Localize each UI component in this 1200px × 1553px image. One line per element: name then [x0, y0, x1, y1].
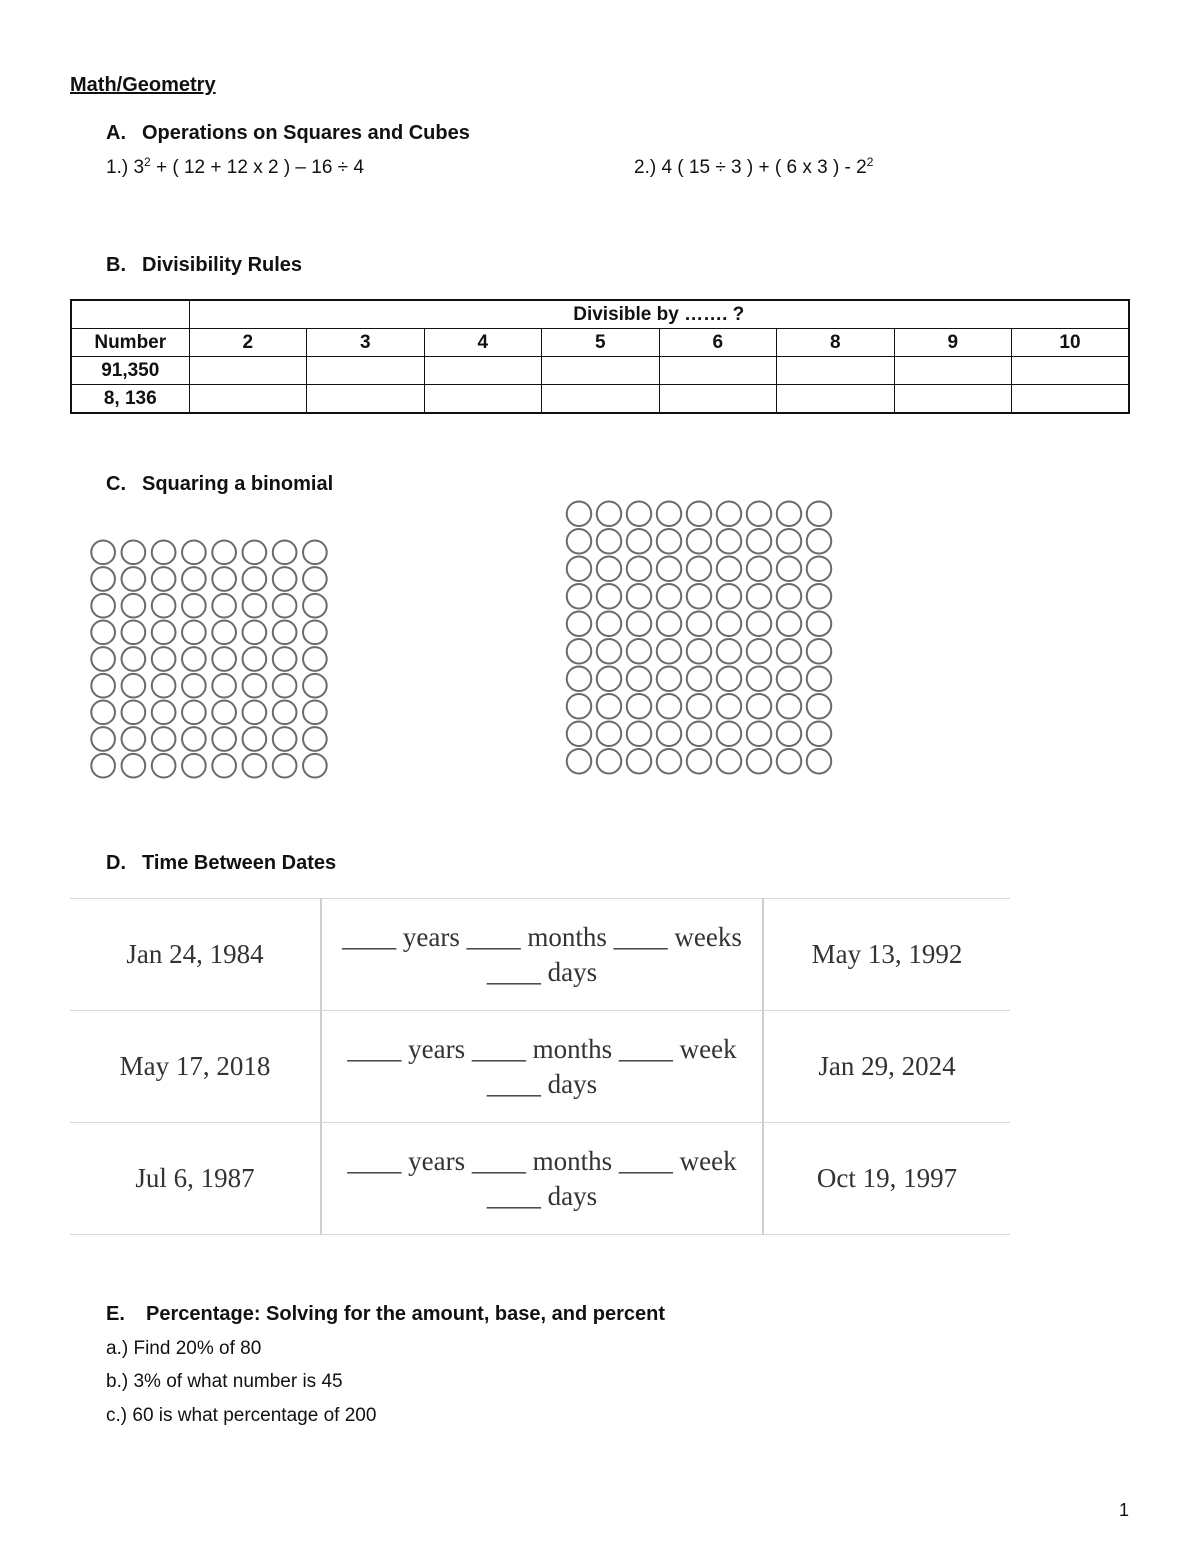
grid-circle [717, 639, 742, 664]
grid-circle [212, 567, 236, 591]
grid-circle [627, 694, 652, 719]
grid-circle [627, 612, 652, 637]
section-b-heading [106, 254, 302, 277]
number-header: Number [71, 329, 189, 357]
grid-circle [567, 502, 592, 527]
problem-1-expression: + ( 12 + 12 x 2 ) – 16 ÷ 4 [150, 157, 364, 178]
grid-circle [807, 502, 832, 527]
grid-circle [717, 749, 742, 774]
grid-circle [243, 567, 267, 591]
grid-circle [597, 749, 622, 774]
answer-cell[interactable] [542, 385, 660, 414]
answer-cell[interactable] [659, 357, 777, 385]
grid-circle [687, 667, 712, 692]
grid-circle [777, 557, 802, 582]
grid-circle [807, 722, 832, 747]
grid-circle [212, 754, 236, 778]
grid-circle [807, 667, 832, 692]
grid-circle [717, 694, 742, 719]
grid-circle [122, 567, 146, 591]
grid-circle [747, 502, 772, 527]
grid-circle [807, 584, 832, 609]
grid-circle [152, 701, 176, 725]
duration-blanks[interactable] [321, 899, 763, 1011]
grid-circle [212, 674, 236, 698]
grid-circle [657, 667, 682, 692]
grid-circle [747, 557, 772, 582]
grid-circle [243, 621, 267, 645]
grid-circle [152, 674, 176, 698]
answer-cell[interactable] [424, 385, 542, 414]
item-label: a.) [106, 1338, 129, 1359]
grid-circle [777, 749, 802, 774]
grid-circle [747, 584, 772, 609]
grid-circle [212, 701, 236, 725]
grid-circle [687, 694, 712, 719]
grid-circle [747, 667, 772, 692]
grid-circle [747, 639, 772, 664]
grid-circle [212, 727, 236, 751]
problem-1-number: 1.) [106, 157, 129, 178]
grid-circle [212, 541, 236, 565]
section-b-title: Divisibility Rules [142, 254, 303, 276]
section-e-heading [106, 1303, 665, 1326]
grid-circle [273, 647, 297, 671]
duration-line-1: ____ years ____ months ____ week [347, 1033, 737, 1064]
grid-circle [597, 502, 622, 527]
grid-circle [807, 694, 832, 719]
grid-circle [687, 749, 712, 774]
answer-cell[interactable] [894, 357, 1012, 385]
grid-circle [91, 541, 115, 565]
duration-line-2: ____ days [486, 1180, 598, 1211]
grid-circle [687, 722, 712, 747]
duration-line-2: ____ days [486, 956, 598, 987]
grid-circle [273, 567, 297, 591]
problem-1-base: 3 [133, 157, 145, 178]
section-c-title: Squaring a binomial [142, 473, 334, 495]
grid-circle [122, 647, 146, 671]
grid-circle [687, 584, 712, 609]
grid-circle [243, 541, 267, 565]
duration-line-1: ____ years ____ months ____ week [347, 1145, 737, 1176]
divisor-header: 6 [659, 329, 777, 357]
grid-circle [91, 701, 115, 725]
row-number: 8, 136 [71, 385, 189, 414]
grid-circle [777, 502, 802, 527]
answer-cell[interactable] [777, 357, 895, 385]
grid-circle [567, 529, 592, 554]
row-number: 91,350 [71, 357, 189, 385]
grid-circle [627, 529, 652, 554]
grid-circle [122, 701, 146, 725]
grid-circle [567, 667, 592, 692]
item-label: c.) [106, 1405, 128, 1426]
grid-circle [567, 722, 592, 747]
grid-circle [777, 667, 802, 692]
grid-circle [91, 674, 115, 698]
divisor-header: 4 [424, 329, 542, 357]
grid-circle [152, 621, 176, 645]
answer-cell[interactable] [542, 357, 660, 385]
grid-circle [182, 674, 206, 698]
grid-circle [273, 621, 297, 645]
grid-circle [243, 701, 267, 725]
grid-circle [152, 754, 176, 778]
table-row [70, 1123, 1010, 1235]
page-number: 1 [1119, 1500, 1130, 1520]
problem-1 [106, 157, 364, 179]
grid-circle [91, 567, 115, 591]
section-b-letter: B. [106, 254, 126, 276]
grid-circle [182, 647, 206, 671]
grid-circle [747, 722, 772, 747]
divisible-by-header: Divisible by ……. ? [189, 300, 1129, 329]
grid-circle [627, 667, 652, 692]
section-c-letter: C. [106, 473, 126, 495]
grid-circle [182, 541, 206, 565]
duration-blanks[interactable] [321, 1123, 763, 1235]
end-date: May 13, 1992 [763, 899, 1010, 1011]
grid-circle [717, 722, 742, 747]
grid-circle [717, 584, 742, 609]
answer-cell[interactable] [1012, 357, 1130, 385]
grid-circle [91, 647, 115, 671]
grid-circle [597, 584, 622, 609]
duration-line-1: ____ years ____ months ____ weeks [342, 921, 742, 952]
grid-circle [717, 667, 742, 692]
item-text: 60 is what percentage of 200 [132, 1405, 377, 1426]
section-a-heading [106, 122, 470, 145]
grid-circle [567, 584, 592, 609]
grid-circle [597, 557, 622, 582]
grid-circle [807, 557, 832, 582]
grid-circle [657, 639, 682, 664]
end-date: Jan 29, 2024 [763, 1011, 1010, 1123]
end-date: Oct 19, 1997 [763, 1123, 1010, 1235]
table-corner-cell [71, 300, 189, 329]
grid-circle [273, 701, 297, 725]
grid-circle [91, 621, 115, 645]
grid-circle [273, 541, 297, 565]
answer-cell[interactable] [777, 385, 895, 414]
grid-circle [597, 722, 622, 747]
answer-cell[interactable] [189, 385, 307, 414]
section-c-heading [106, 473, 333, 496]
grid-circle [243, 727, 267, 751]
grid-circle [182, 621, 206, 645]
grid-circle [152, 727, 176, 751]
divisor-header: 3 [307, 329, 425, 357]
start-date: Jan 24, 1984 [70, 899, 321, 1011]
grid-circle [597, 667, 622, 692]
grid-circle [627, 749, 652, 774]
grid-circle [657, 612, 682, 637]
section-e-title: Percentage: Solving for the amount, base, and percent [146, 1303, 665, 1325]
grid-circle [303, 621, 327, 645]
answer-cell[interactable] [189, 357, 307, 385]
divisor-header: 10 [1012, 329, 1130, 357]
problem-2 [634, 157, 873, 179]
grid-circle [807, 612, 832, 637]
grid-circle [243, 647, 267, 671]
grid-circle [122, 727, 146, 751]
item-text: Find 20% of 80 [133, 1338, 262, 1359]
grid-circle [747, 694, 772, 719]
grid-circle [627, 502, 652, 527]
grid-circle [303, 541, 327, 565]
table-row [70, 1011, 1010, 1123]
grid-circle [687, 639, 712, 664]
grid-circle [91, 594, 115, 618]
grid-circle [657, 502, 682, 527]
grid-circle [303, 754, 327, 778]
page-title: Math/Geometry [70, 74, 216, 96]
grid-circle [303, 701, 327, 725]
grid-circle [777, 639, 802, 664]
grid-circle [747, 749, 772, 774]
start-date: Jul 6, 1987 [70, 1123, 321, 1235]
grid-circle [657, 749, 682, 774]
answer-cell[interactable] [1012, 385, 1130, 414]
answer-cell[interactable] [307, 385, 425, 414]
percent-item-c [106, 1405, 376, 1427]
grid-circle [777, 584, 802, 609]
grid-circle [657, 557, 682, 582]
grid-circle [303, 594, 327, 618]
grid-circle [807, 639, 832, 664]
grid-circle [717, 502, 742, 527]
problem-1-exponent: 2 [144, 155, 151, 169]
section-e-letter: E. [106, 1303, 125, 1325]
grid-circle [687, 612, 712, 637]
grid-circle [182, 594, 206, 618]
grid-circle [627, 639, 652, 664]
grid-circle [777, 694, 802, 719]
divisor-header: 5 [542, 329, 660, 357]
problem-2-exponent: 2 [866, 155, 874, 169]
grid-circle [91, 754, 115, 778]
grid-circle [567, 557, 592, 582]
item-text: 3% of what number is 45 [133, 1371, 343, 1392]
grid-circle [687, 529, 712, 554]
grid-circle [597, 639, 622, 664]
grid-circle [212, 594, 236, 618]
grid-circle [657, 722, 682, 747]
grid-circle [597, 612, 622, 637]
answer-cell[interactable] [894, 385, 1012, 414]
grid-circle [182, 727, 206, 751]
grid-circle [303, 674, 327, 698]
grid-circle [747, 529, 772, 554]
grid-circle [152, 541, 176, 565]
grid-circle [152, 647, 176, 671]
grid-circle [627, 584, 652, 609]
problem-2-number: 2.) [634, 157, 657, 178]
grid-circle [273, 674, 297, 698]
grid-circle [122, 594, 146, 618]
grid-circle [243, 594, 267, 618]
grid-circle [567, 749, 592, 774]
section-d-title: Time Between Dates [142, 852, 337, 874]
grid-circle [627, 722, 652, 747]
grid-circle [122, 541, 146, 565]
grid-circle [597, 529, 622, 554]
grid-circle [777, 722, 802, 747]
grid-circle [91, 727, 115, 751]
grid-circle [243, 674, 267, 698]
section-d-letter: D. [106, 852, 126, 874]
section-a-letter: A. [106, 122, 126, 144]
answer-cell[interactable] [659, 385, 777, 414]
circle-grid-left [88, 539, 330, 779]
grid-circle [243, 754, 267, 778]
grid-circle [597, 694, 622, 719]
grid-circle [122, 621, 146, 645]
answer-cell[interactable] [424, 357, 542, 385]
answer-cell[interactable] [307, 357, 425, 385]
divisibility-table [70, 299, 1130, 414]
table-row [70, 899, 1010, 1011]
dates-table [70, 898, 1010, 1235]
divisor-header: 2 [189, 329, 307, 357]
percent-item-a [106, 1338, 261, 1360]
grid-circle [777, 612, 802, 637]
item-label: b.) [106, 1371, 129, 1392]
grid-circle [122, 674, 146, 698]
grid-circle [717, 612, 742, 637]
grid-circle [273, 594, 297, 618]
section-d-heading [106, 852, 336, 875]
grid-circle [747, 612, 772, 637]
grid-circle [122, 754, 146, 778]
grid-circle [717, 557, 742, 582]
percent-item-b [106, 1371, 343, 1393]
grid-circle [152, 594, 176, 618]
grid-circle [273, 727, 297, 751]
grid-circle [273, 754, 297, 778]
grid-circle [807, 529, 832, 554]
grid-circle [303, 567, 327, 591]
divisor-header: 8 [777, 329, 895, 357]
grid-circle [657, 529, 682, 554]
grid-circle [212, 621, 236, 645]
table-row [71, 385, 1129, 414]
grid-circle [182, 701, 206, 725]
circle-grid-right [564, 500, 834, 775]
grid-circle [657, 694, 682, 719]
grid-circle [303, 727, 327, 751]
grid-circle [777, 529, 802, 554]
grid-circle [657, 584, 682, 609]
grid-circle [303, 647, 327, 671]
problem-2-expression: 4 ( 15 ÷ 3 ) + ( 6 x 3 ) - 2 [656, 157, 867, 178]
grid-circle [567, 639, 592, 664]
start-date: May 17, 2018 [70, 1011, 321, 1123]
grid-circle [182, 567, 206, 591]
grid-circle [182, 754, 206, 778]
grid-circle [152, 567, 176, 591]
grid-circle [687, 557, 712, 582]
grid-circle [627, 557, 652, 582]
duration-line-2: ____ days [486, 1068, 598, 1099]
divisor-header: 9 [894, 329, 1012, 357]
table-row [71, 357, 1129, 385]
section-a-title: Operations on Squares and Cubes [142, 122, 470, 144]
grid-circle [807, 749, 832, 774]
grid-circle [567, 612, 592, 637]
duration-blanks[interactable] [321, 1011, 763, 1123]
grid-circle [212, 647, 236, 671]
grid-circle [687, 502, 712, 527]
grid-circle [717, 529, 742, 554]
grid-circle [567, 694, 592, 719]
